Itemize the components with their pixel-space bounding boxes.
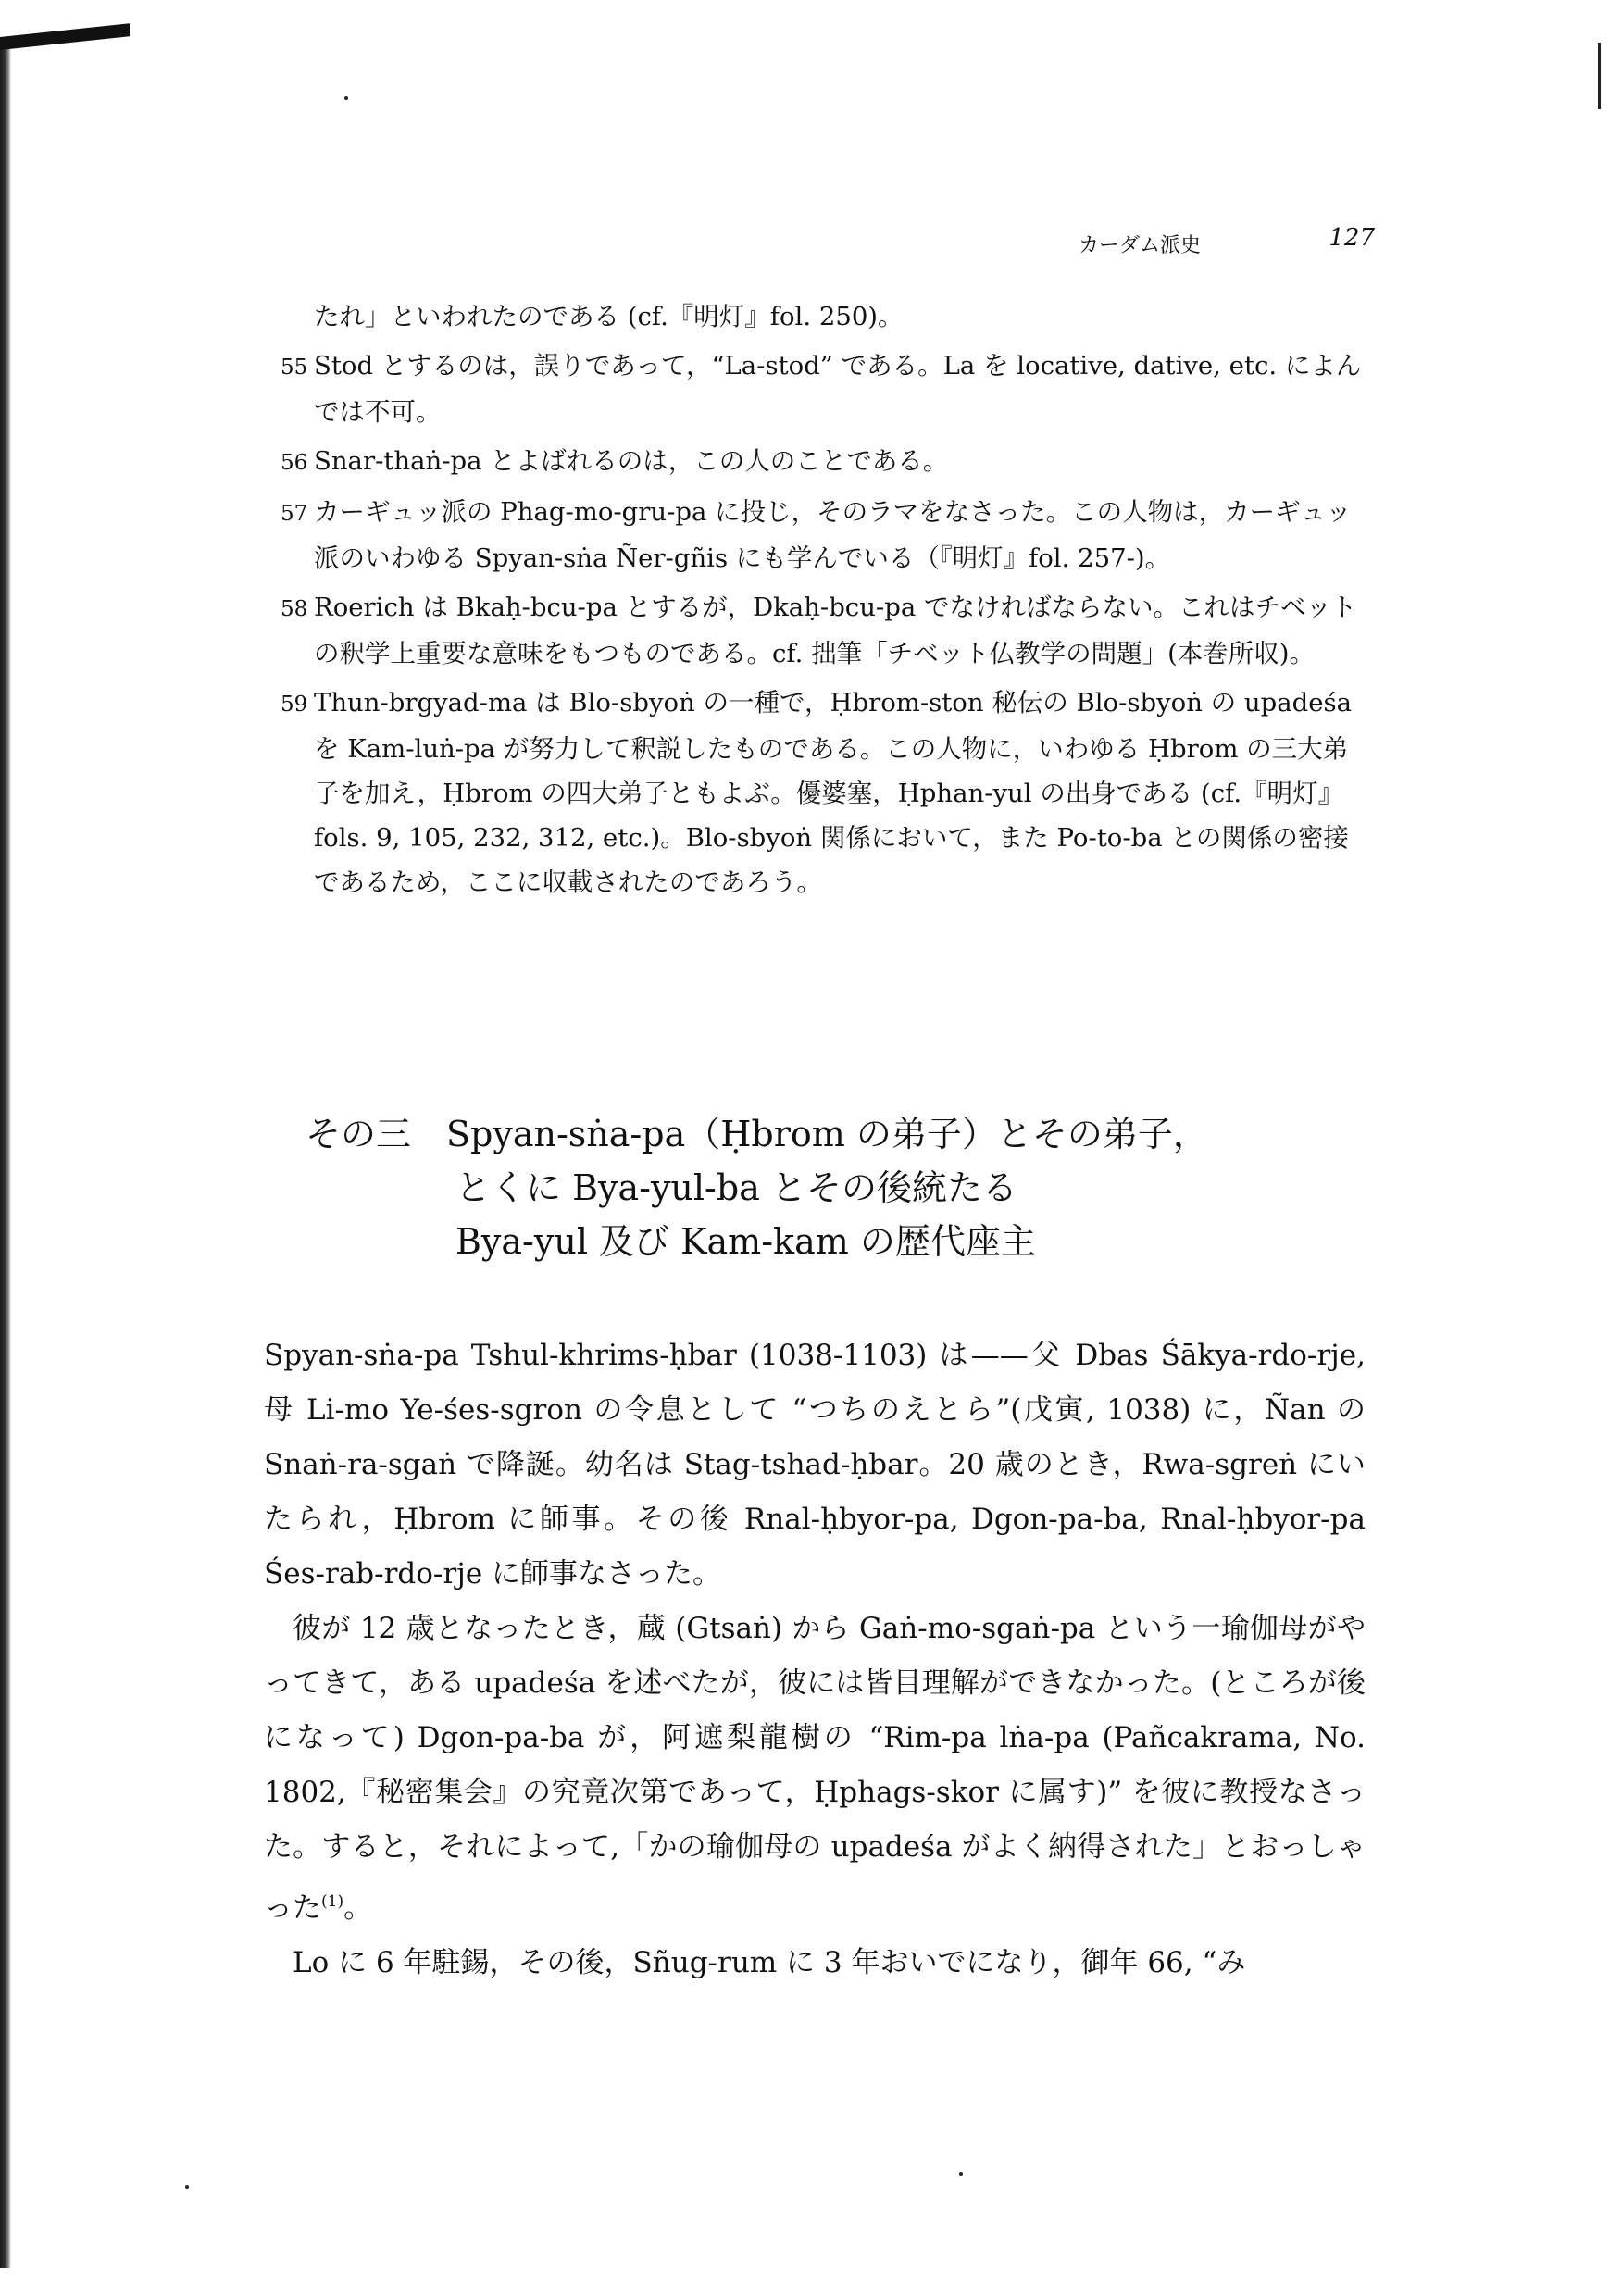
section-heading	[306, 1107, 1208, 1268]
scan-speck	[344, 96, 348, 100]
footnote-ref: (1)	[321, 1892, 344, 1911]
paragraph-1: Spyan-sṅa-pa Tshul-khrims-ḥbar (1038-1103) は——父 Dbas Śākya-rdo-rje, 母 Li-mo Ye-śes-sgron の令息として “つちのえとら”(戊寅, 1038) に，Ñan の Snaṅ-ra-sgaṅ で降誕。幼名は Stag-tshad-ḥbar。20 歳のとき，Rwa-sgreṅ にいたられ，Ḥbrom に師事。その後 Rnal-ḥbyor-pa, Dgon-pa-ba, Rnal-ḥbyor-pa Śes-rab-rdo-rje に師事なさった。	[264, 1339, 1366, 1591]
paragraph-2: 彼が 12 歳となったとき，蔵 (Gtsaṅ) から Gaṅ-mo-sgaṅ-pa という一瑜伽母がやってきて，ある upadeśa を述べたが，彼には皆目理解ができなかった。(ところが後になって) Dgon-pa-ba が，阿遮梨龍樹の “Rim-pa lṅa-pa (Pañcakrama, No. 1802,『秘密集会』の究竟次第であって，Ḥphags-skor に属す)” を彼に教授なさった。すると，それによって,「かの瑜伽母の upadeśa がよく納得された」とおっしゃった$^{(1)}$。	[264, 1612, 1366, 1925]
note-56: 56 Snar-thaṅ-pa とよばれるのは，この人のことである。	[281, 439, 1364, 485]
note-continuation: たれ」といわれたのである (cf.『明灯』fol. 250)。	[314, 302, 904, 331]
running-title: カーダム派史	[1079, 234, 1202, 257]
scan-speck	[959, 2172, 963, 2176]
note-number: 58	[281, 597, 308, 621]
section-heading-line-2: とくに Bya-yul-ba とその後統たる	[455, 1167, 1017, 1208]
note-59: 59 Thun-brgyad-ma は Blo-sbyoṅ の一種で，Ḥbrom-ston 秘伝の Blo-sbyoṅ の upadeśa を Kam-luṅ-pa が努力して釈説したものである。この人物に，いわゆる Ḥbrom の三大弟子を加え，Ḥbrom の四大弟子ともよぶ。優婆塞，Ḥphan-yul の出身である (cf.『明灯』fols. 9, 105, 232, 312, etc.)。Blo-sbyoṅ 関係において，また Po-to-ba との関係の密接であるため，ここに収載されたのであろう。	[281, 680, 1364, 905]
scan-speck	[185, 2185, 189, 2189]
note-number: 57	[281, 502, 308, 526]
section-heading-line-1: その三 Spyan-sṅa-pa（Ḥbrom の弟子）とその弟子，	[306, 1114, 1208, 1154]
note-58: 58 Roerich は Bkaḥ-bcu-pa とするが，Dkaḥ-bcu-pa でなければならない。これはチベットの釈学上重要な意味をもつものである。cf. 拙筆「チベット仏教学の問題」(本巻所収)。	[281, 585, 1364, 676]
scan-binding-edge	[0, 37, 11, 2268]
note-number: 56	[281, 451, 308, 475]
endnotes	[281, 294, 1364, 909]
note-55: 55 Stod とするのは，誤りであって，“La-stod” である。La を locative, dative, etc. によんでは不可。	[281, 343, 1364, 434]
section-heading-line-3: Bya-yul 及び Kam-kam の歴代座主	[455, 1221, 1036, 1262]
scan-corner-mark	[0, 23, 130, 50]
note-57: 57 カーギュッ派の Phag-mo-gru-pa に投じ，そのラマをなさった。この人物は，カーギュッ派のいわゆる Spyan-sṅa Ñer-gñis にも学んでいる（『明灯』fol. 257-)。	[281, 490, 1364, 580]
note-number: 55	[281, 356, 308, 380]
scan-mark-right	[1598, 43, 1601, 109]
paragraph-3: Lo に 6 年駐錫，その後，Sñug-rum に 3 年おいでになり，御年 66, “み	[293, 1946, 1246, 1979]
page-number: 127	[1329, 224, 1375, 252]
note-number: 59	[281, 693, 308, 717]
body-text	[264, 1329, 1366, 1990]
